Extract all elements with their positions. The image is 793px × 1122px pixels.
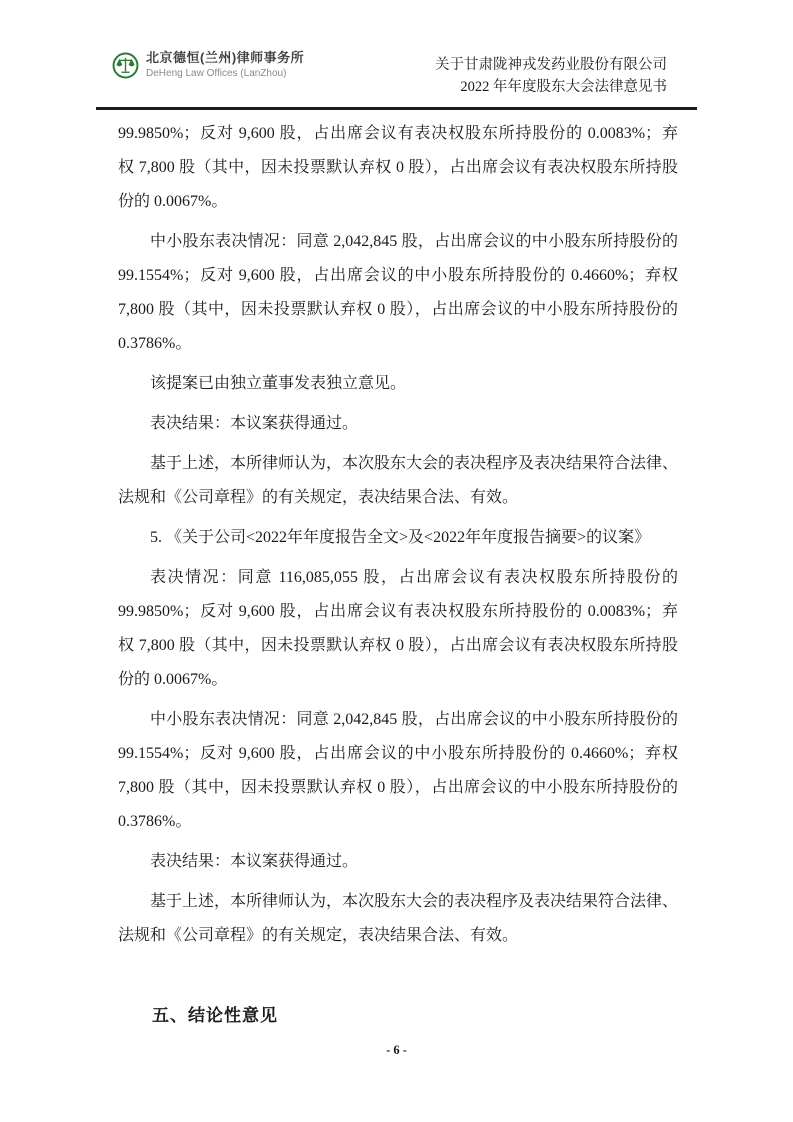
text-line: 99.9850%；反对 9,600 股，占出席会议有表决权股东所持股份的 0.0083%；弃 xyxy=(118,603,678,620)
page-number: - 6 - xyxy=(386,1043,407,1057)
text-line: 法规和《公司章程》的有关规定，表决结果合法、有效。 xyxy=(118,489,519,506)
text-line: 5. 《关于公司<2022年年度报告全文>及<2022年年度报告摘要>的议案》 xyxy=(150,529,651,546)
vote-outcome-paragraph xyxy=(118,407,678,441)
text-line: 表决结果：本议案获得通过。 xyxy=(150,853,359,870)
lawyer-conclusion-paragraph xyxy=(118,447,678,515)
text-line: 7,800 股（其中，因未投票默认弃权 0 股），占出席会议的中小股东所持股份的 xyxy=(118,301,678,318)
text-line: 权 7,800 股（其中，因未投票默认弃权 0 股），占出席会议有表决权股东所持股 xyxy=(118,637,678,654)
section-5-heading xyxy=(118,999,678,1033)
text-line: 份的 0.0067%。 xyxy=(118,193,228,210)
text-line: 份的 0.0067%。 xyxy=(118,671,228,688)
text-line: 99.9850%；反对 9,600 股，占出席会议有表决权股东所持股份的 0.0083%；弃 xyxy=(118,125,678,142)
proposal-5-vote-paragraph xyxy=(118,561,678,697)
header-row xyxy=(0,50,793,98)
document-title xyxy=(435,55,667,98)
text-line: 基于上述，本所律师认为，本次股东大会的表决程序及表决结果符合法律、 xyxy=(150,893,679,910)
document-body xyxy=(0,110,793,1033)
firm-name-en: DeHeng Law Offices (LanZhou) xyxy=(146,68,287,79)
page-header xyxy=(0,50,793,110)
text-line: 99.1554%；反对 9,600 股，占出席会议的中小股东所持股份的 0.4660%；弃权 xyxy=(118,745,678,762)
proposal-5-vote-outcome-paragraph xyxy=(118,845,678,879)
text-line: 该提案已由独立董事发表独立意见。 xyxy=(150,375,407,392)
independent-director-opinion-paragraph xyxy=(118,367,678,401)
scales-of-justice-icon xyxy=(112,52,139,79)
vote-result-continuation-paragraph xyxy=(118,117,678,219)
text-line: 权 7,800 股（其中，因未投票默认弃权 0 股），占出席会议有表决权股东所持股 xyxy=(118,159,678,176)
text-line: 0.3786%。 xyxy=(118,813,192,830)
text-line: 0.3786%。 xyxy=(118,335,192,352)
text-line: 表决情况：同意 116,085,055 股，占出席会议有表决权股东所持股份的 xyxy=(150,569,678,586)
text-line: 7,800 股（其中，因未投票默认弃权 0 股），占出席会议的中小股东所持股份的 xyxy=(118,779,678,796)
document-title-line1: 关于甘肃陇神戎发药业股份有限公司 xyxy=(435,57,667,73)
text-line: 99.1554%；反对 9,600 股，占出席会议的中小股东所持股份的 0.4660%；弃权 xyxy=(118,267,678,284)
text-line: 中小股东表决情况：同意 2,042,845 股，占出席会议的中小股东所持股份的 xyxy=(150,233,678,250)
law-firm-brand xyxy=(112,50,304,80)
proposal-5-minority-vote-paragraph xyxy=(118,703,678,839)
text-line: 法规和《公司章程》的有关规定，表决结果合法、有效。 xyxy=(118,927,519,944)
page-footer xyxy=(0,1043,793,1058)
minority-shareholder-vote-paragraph xyxy=(118,225,678,361)
document-title-line2: 2022 年年度股东大会法律意见书 xyxy=(460,78,667,95)
text-line: 表决结果：本议案获得通过。 xyxy=(150,415,359,432)
firm-name-block xyxy=(146,50,304,80)
firm-name-zh: 北京德恒(兰州)律师事务所 xyxy=(146,50,305,65)
proposal-5-title-paragraph xyxy=(118,521,678,555)
text-line: 中小股东表决情况：同意 2,042,845 股，占出席会议的中小股东所持股份的 xyxy=(150,711,678,728)
text-line: 基于上述，本所律师认为，本次股东大会的表决程序及表决结果符合法律、 xyxy=(150,455,679,472)
proposal-5-lawyer-conclusion-paragraph xyxy=(118,885,678,953)
text-line: 五、结论性意见 xyxy=(152,1006,278,1025)
